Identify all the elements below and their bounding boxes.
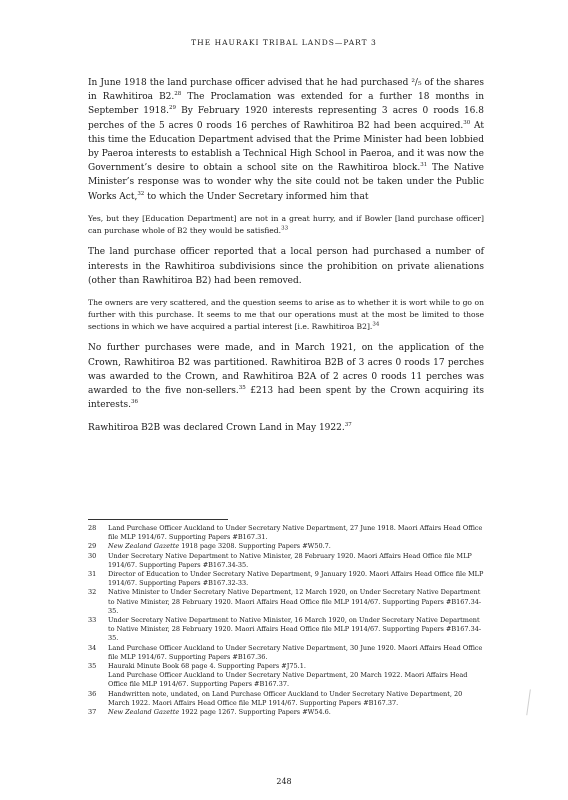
footnote-text: Director of Education to Under Secretary Native Department, 9 January 1920. Maori Affairs Head Office file MLP 1914/67. Supporting Papers #B167.32-33. (108, 570, 484, 588)
footnote-ref[interactable]: 32 (137, 190, 145, 197)
footnote-37 (88, 708, 484, 717)
footnote-35 (88, 662, 484, 690)
block-quote-2 (88, 297, 484, 332)
footnote-36 (88, 690, 484, 708)
footnote-text: Land Purchase Officer Auckland to Under Secretary Native Department, 30 June 1920. Maori Affairs Head Office file MLP 1914/67. Supporting Papers #B167.36. (108, 643, 483, 661)
footnote-text-rest: 1922 page 1267. Supporting Papers #W54.6. (179, 708, 331, 717)
text-segment: In June 1918 the land purchase officer advised that he had purchased ²/₅ of the shares in Rawhitiroa B2. (88, 78, 484, 103)
footnote-31 (88, 570, 484, 588)
footnote-ref[interactable]: 31 (420, 162, 428, 169)
footnote-number: 31 (88, 570, 97, 579)
paragraph-4 (88, 421, 484, 435)
footnote-number: 35 (88, 662, 97, 671)
text-segment: By February 1920 interests representing 3 acres 0 roods 16.8 perches of the 5 acres 0 roods 16 perches of Rawhitiroa B2 had been acquired. (88, 106, 484, 131)
footnote-text: Under Secretary Native Department to Native Minister, 28 February 1920. Maori Affairs Head Office file MLP 1914/67. Supporting Papers #B167.34-35. (108, 551, 472, 569)
footnote-number: 30 (88, 551, 97, 560)
footnote-ref[interactable]: 29 (169, 105, 176, 112)
margin-pencil-mark (526, 689, 541, 716)
footnotes (88, 524, 484, 717)
paragraph-1 (88, 76, 484, 204)
text-segment: At this time the Education Department advised that the Prime Minister had been lobbied by Paeroa interests to establish a Technical High School in Paeroa, and it was now the Government’s desire to obtain a school site on the Rawhitiroa block. (88, 120, 484, 174)
footnote-number: 36 (88, 689, 97, 698)
footnote-28 (88, 524, 484, 542)
footnote-number: 29 (88, 542, 97, 551)
footnote-number: 37 (88, 708, 97, 717)
text-segment: £213 had been spent by the Crown acquiring its interests. (88, 386, 484, 411)
footnote-ref[interactable]: 30 (463, 119, 471, 126)
text-segment: The Native Minister’s response was to wonder why the site could not be taken under the Public Works Act, (88, 163, 484, 202)
text-segment: No further purchases were made, and in March 1921, on the application of the Crown, Rawhitiroa B2 was partitioned. Rawhitiroa B2B of 3 acres 0 roods 17 perches was awarded to the Crown, and Rawhitiroa B2A of 2 acres 0 roods 11 perches was awarded to the five non-sellers. (88, 343, 484, 397)
footnote-ref[interactable]: 28 (174, 91, 182, 98)
running-header: THE HAURAKI TRIBAL LANDS—PART 3 (191, 38, 377, 47)
footnote-ref[interactable]: 33 (281, 225, 289, 232)
text-segment: Rawhitiroa B2B was declared Crown Land in May 1922. (88, 423, 345, 434)
footnote-32 (88, 588, 484, 616)
block-quote-1 (88, 213, 484, 237)
quote-text: Yes, but they [Education Department] are not in a great hurry, and if Bowler [land purchase officer] can purchase whole of B2 they would be satisfied. (88, 213, 484, 235)
footnote-ref[interactable]: 36 (130, 399, 138, 406)
quote-text: The owners are very scattered, and the question seems to arise as to whether it is wort while to go on further with this purchase. It seems to me that our operations must at the most be limited to those sections in which we have acquired a partial interest [i.e. Rawhitiroa B2]. (88, 298, 484, 331)
gazette-title: New Zealand Gazette (108, 708, 180, 717)
footnote-text: Under Secretary Native Department to Native Minister, 16 March 1920, on Under Secretary Native Department to Native Minister, 28 February 1920. Maori Affairs Head Office file MLP 1914/67. Supporting Papers #B167.34-35. (108, 616, 482, 643)
page-number: 248 (276, 777, 292, 786)
footnote-text: Native Minister to Under Secretary Native Department, 12 March 1920, on Under Secretary Native Department to Native Minister, 28 February 1920. Maori Affairs Head Office file MLP 1914/67. Supporting Papers #B167.34-35. (108, 588, 482, 615)
body-text (88, 76, 484, 445)
footnote-33 (88, 616, 484, 644)
text-segment: The Proclamation was extended for a further 18 months in September 1918. (88, 92, 484, 117)
footnote-30 (88, 552, 484, 570)
footnote-text (108, 542, 484, 551)
footnote-number: 32 (88, 588, 97, 597)
gazette-title: New Zealand Gazette (108, 542, 180, 551)
footnote-number: 33 (88, 616, 97, 625)
paragraph-2: The land purchase officer reported that a local person had purchased a number of interests in the Rawhitiroa subdivisions since the prohibition on private alienations (other than Rawhitiroa B2) had been removed. (88, 247, 484, 286)
footnote-number: 34 (88, 643, 97, 652)
footnote-text: Land Purchase Officer Auckland to Under Secretary Native Department, 27 June 1918. Maori Affairs Head Office file MLP 1914/67. Supporting Papers #B167.31. (108, 524, 483, 542)
footnote-ref[interactable]: 37 (344, 422, 352, 429)
footnote-ref[interactable]: 34 (372, 321, 380, 328)
footnote-text-line-2: Land Purchase Officer Auckland to Under Secretary Native Department, 20 March 1922. Maori Affairs Head Office file MLP 1914/67. Supporting Papers #B167.37. (108, 671, 468, 689)
footnote-number: 28 (88, 524, 97, 532)
footnote-text-rest: 1918 page 3208. Supporting Papers #W50.7. (179, 542, 331, 551)
footnote-text-line-1: Hauraki Minute Book 68 page 4. Supporting Papers #J75.1. (108, 662, 306, 671)
footnote-text (108, 662, 484, 690)
footnote-29 (88, 542, 484, 551)
text-segment: to which the Under Secretary informed him that (144, 191, 369, 202)
paragraph-3 (88, 341, 484, 412)
footnote-divider (88, 519, 228, 520)
footnote-text (108, 708, 484, 717)
footnote-ref[interactable]: 35 (238, 385, 246, 392)
footnote-34 (88, 644, 484, 662)
footnote-text: Handwritten note, undated, on Land Purchase Officer Auckland to Under Secretary Native Department, 20 March 1922. Maori Affairs Head Office file MLP 1914/67. Supporting Papers #B167.37. (108, 689, 463, 707)
